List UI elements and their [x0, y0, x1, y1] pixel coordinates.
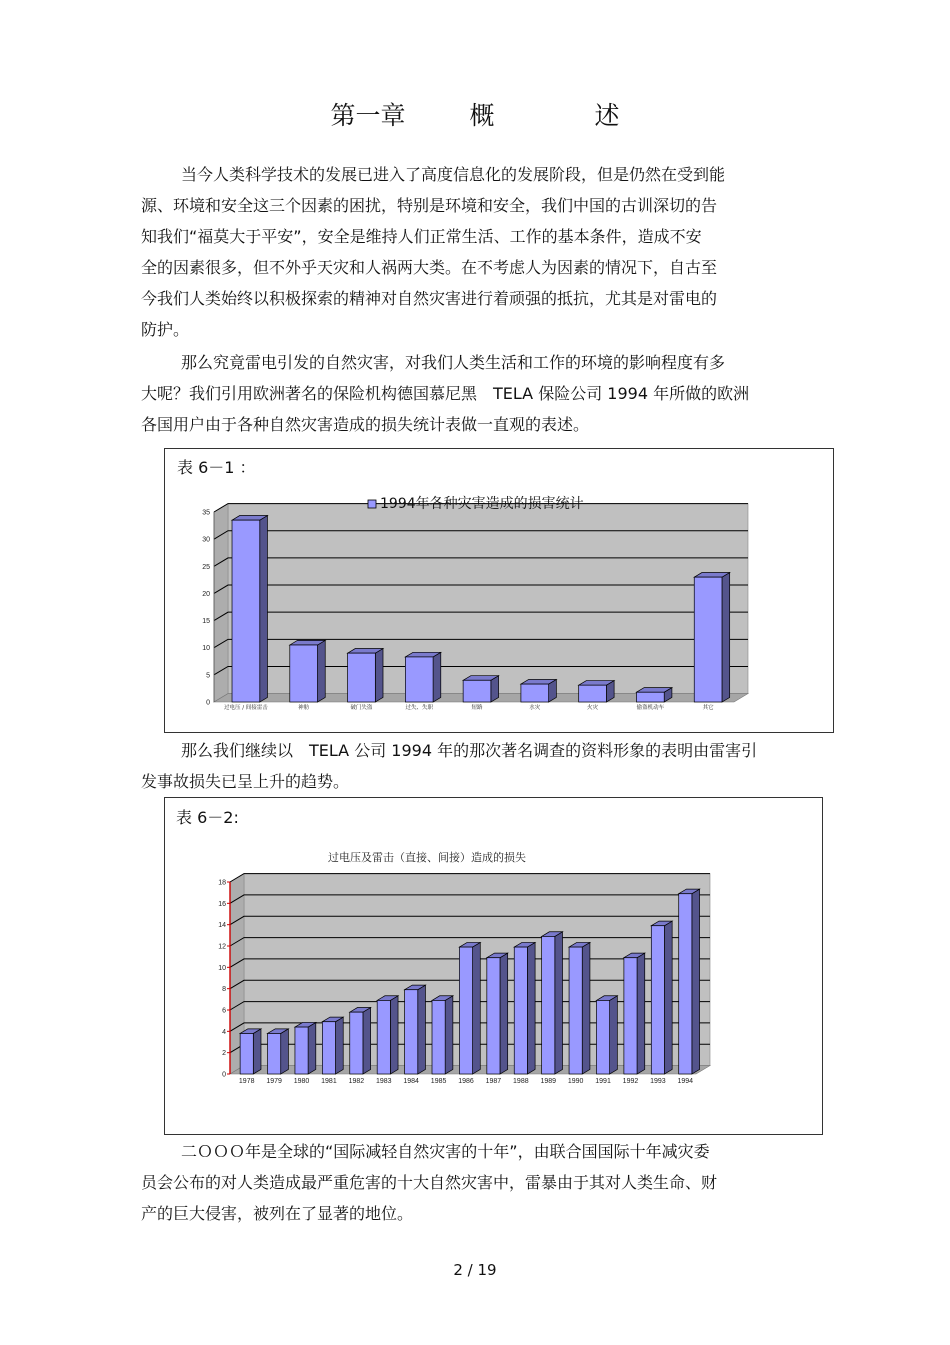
x-category-label: 1981	[321, 1078, 337, 1085]
bar	[240, 1029, 261, 1074]
y-tick-label: 4	[222, 1028, 226, 1036]
bar-side	[555, 932, 563, 1074]
paragraph-line: 各国用户由于各种自然灾害造成的损失统计表做一直观的表述。	[141, 415, 590, 434]
x-category-label: 1984	[403, 1078, 419, 1085]
x-category-label: 火灾	[587, 705, 599, 711]
bar-front	[432, 1000, 445, 1074]
bar	[514, 942, 535, 1074]
bar-side	[610, 996, 618, 1074]
bar	[596, 996, 617, 1074]
bar	[377, 996, 398, 1074]
paragraph-line: 源、环境和安全这三个因素的困扰，特别是环境和安全，我们中国的古训深切的告	[141, 196, 718, 215]
chapter-title-part1: 第一章	[330, 101, 406, 130]
table-6-2-label: 表 6－2:	[176, 808, 239, 827]
paragraph-line: 防护。	[141, 320, 190, 339]
bar-front	[651, 926, 664, 1074]
paragraph-line: 今我们人类始终以积极探索的精神对自然灾害进行着顽强的抵抗，尤其是对雷电的	[141, 289, 718, 308]
x-category-label: 过失、失职	[405, 705, 433, 711]
bar	[679, 889, 700, 1074]
chapter-title-part2: 概	[469, 101, 495, 130]
x-category-label: 1980	[293, 1078, 310, 1085]
lightning-loss-chart	[164, 797, 821, 1133]
x-category-label: 1979	[266, 1078, 282, 1085]
x-category-label: 1986	[458, 1078, 474, 1085]
bar-front	[322, 1022, 335, 1074]
bar-front	[405, 990, 418, 1074]
bar-side	[500, 953, 508, 1074]
y-tick-label: 12	[218, 943, 226, 951]
bar-front	[295, 1027, 308, 1074]
bar-front	[405, 657, 433, 702]
bar-side	[308, 1022, 316, 1074]
x-category-label: 1982	[348, 1078, 365, 1085]
paragraph-line: 二ＯＯＯ年是全球的“国际减轻自然灾害的十年”，由联合国国际十年减灾委	[181, 1142, 710, 1161]
y-tick-label: 15	[202, 618, 210, 626]
bar-front	[290, 645, 318, 702]
bar-side	[527, 942, 535, 1074]
bar-side	[336, 1017, 344, 1074]
y-tick-label: 10	[202, 645, 210, 653]
bar	[579, 681, 614, 702]
y-tick-label: 2	[222, 1050, 226, 1058]
chapter-title-part3: 述	[594, 101, 620, 130]
chapter-title	[0, 96, 950, 132]
paragraph-line: 全的因素很多，但不外乎天灾和人祸两大类。在不考虑人为因素的情况下，自古至	[141, 258, 718, 277]
bar	[350, 1008, 371, 1074]
paragraph-line: 那么我们继续以 TELA 公司 1994 年的那次著名调查的资料形象的表明由雷害引	[181, 741, 758, 760]
bar	[636, 688, 671, 702]
y-tick-label: 25	[202, 563, 210, 571]
damage-statistics-chart	[164, 448, 832, 731]
bar-side	[281, 1029, 289, 1074]
bar-front	[463, 680, 491, 702]
bar-side	[473, 942, 481, 1074]
x-category-label: 1985	[430, 1078, 447, 1085]
bar-side	[363, 1008, 371, 1074]
bar-side	[418, 985, 426, 1074]
bar-front	[679, 894, 692, 1074]
table-6-1-label: 表 6－1 ：	[177, 458, 256, 477]
paragraph-line: 知我们“福莫大于平安”，安全是维持人们正常生活、工作的基本条件，造成不安	[141, 227, 702, 246]
bar	[405, 985, 426, 1074]
paragraph-4	[141, 1136, 841, 1229]
bar-front	[232, 520, 260, 702]
paragraph-2	[141, 347, 841, 440]
y-tick-label: 8	[222, 986, 226, 994]
bar-side	[664, 921, 672, 1074]
paragraph-3	[141, 735, 841, 797]
bar-side	[445, 996, 453, 1074]
bar-front	[521, 684, 549, 702]
bar-front	[348, 653, 376, 702]
y-tick-label: 6	[222, 1007, 226, 1015]
paragraph-line: 那么究竟雷电引发的自然灾害，对我们人类生活和工作的环境的影响程度有多	[181, 353, 726, 372]
y-tick-label: 30	[202, 536, 210, 544]
bar	[463, 676, 498, 702]
bar-front	[240, 1033, 253, 1074]
paragraph-line: 员会公布的对人类造成最严重危害的十大自然灾害中，雷暴由于其对人类生命、财	[141, 1173, 718, 1192]
bar	[459, 942, 480, 1074]
bar	[268, 1029, 289, 1074]
bar-front	[624, 958, 637, 1074]
x-category-label: 1978	[238, 1078, 255, 1085]
bar	[405, 652, 440, 702]
bar-front	[542, 936, 555, 1074]
bar-front	[377, 1000, 390, 1074]
bar-front	[459, 947, 472, 1074]
bar	[295, 1022, 316, 1074]
x-category-label: 1993	[650, 1078, 666, 1085]
bar-front	[596, 1000, 609, 1074]
bar-front	[268, 1033, 281, 1074]
bar-side	[433, 652, 441, 702]
bar-front	[487, 958, 500, 1074]
bar	[232, 516, 267, 702]
chart-title: 过电压及雷击（直接、间接）造成的损失	[328, 851, 526, 864]
legend-label: 1994年各种灾害造成的损害统计	[380, 496, 584, 512]
x-category-label: 破门失盗	[350, 705, 373, 711]
y-tick-label: 0	[222, 1071, 226, 1079]
x-category-label: 1990	[567, 1078, 584, 1085]
x-category-label: 1989	[540, 1078, 557, 1085]
y-tick-label: 10	[218, 964, 226, 972]
paragraph-line: 当今人类科学技术的发展已进入了高度信息化的发展阶段，但是仍然在受到能	[181, 165, 726, 184]
bar-side	[253, 1029, 261, 1074]
bar-side	[260, 516, 268, 702]
x-category-label: 水灾	[529, 705, 541, 711]
bar	[521, 679, 556, 702]
bar	[348, 649, 383, 702]
bar	[290, 640, 325, 702]
legend-swatch	[368, 500, 376, 508]
y-tick-label: 35	[202, 509, 210, 517]
bar	[569, 942, 590, 1074]
bar	[694, 573, 729, 702]
bar-front	[569, 947, 582, 1074]
bar	[487, 953, 508, 1074]
bar-side	[722, 573, 730, 702]
bar-front	[636, 692, 664, 702]
x-category-label: 过电压 / 间接雷击	[223, 705, 268, 711]
x-category-label: 1988	[513, 1078, 529, 1085]
y-tick-label: 5	[206, 672, 210, 680]
paragraph-1	[141, 159, 841, 345]
bar	[651, 921, 672, 1074]
bar	[322, 1017, 343, 1074]
bar-side	[637, 953, 645, 1074]
bar-side	[692, 889, 700, 1074]
chart-side-wall	[214, 504, 228, 702]
bar-front	[350, 1012, 363, 1074]
bar	[624, 953, 645, 1074]
y-tick-label: 16	[218, 900, 226, 908]
x-category-label: 1991	[595, 1078, 611, 1085]
paragraph-line: 发事故损失已呈上升的趋势。	[141, 772, 350, 791]
paragraph-line: 产的巨大侵害，被列在了显著的地位。	[141, 1204, 414, 1223]
paragraph-line: 大呢？我们引用欧洲著名的保险机构德国慕尼黑 TELA 保险公司 1994 年所做的欧洲	[141, 384, 750, 403]
x-category-label: 偷盗机动车	[636, 705, 665, 711]
x-category-label: 其它	[702, 705, 714, 711]
x-category-label: 1987	[485, 1078, 502, 1085]
y-tick-label: 0	[206, 699, 210, 707]
y-tick-label: 18	[218, 879, 226, 887]
page-number: 2 / 19	[453, 1261, 497, 1279]
x-category-label: 短路	[471, 705, 483, 711]
bar-front	[579, 685, 607, 702]
x-category-label: 1994	[677, 1078, 694, 1085]
bar-side	[318, 640, 326, 702]
bar-front	[514, 947, 527, 1074]
x-category-label: 1983	[375, 1078, 392, 1085]
bar-side	[375, 649, 383, 702]
bar-front	[694, 577, 722, 702]
bar-side	[582, 942, 590, 1074]
bar	[432, 996, 453, 1074]
x-category-label: 神舫	[298, 705, 310, 711]
y-tick-label: 14	[218, 922, 226, 930]
x-category-label: 1992	[622, 1078, 639, 1085]
bar	[542, 932, 563, 1074]
y-tick-label: 20	[202, 590, 210, 598]
bar-side	[390, 996, 398, 1074]
